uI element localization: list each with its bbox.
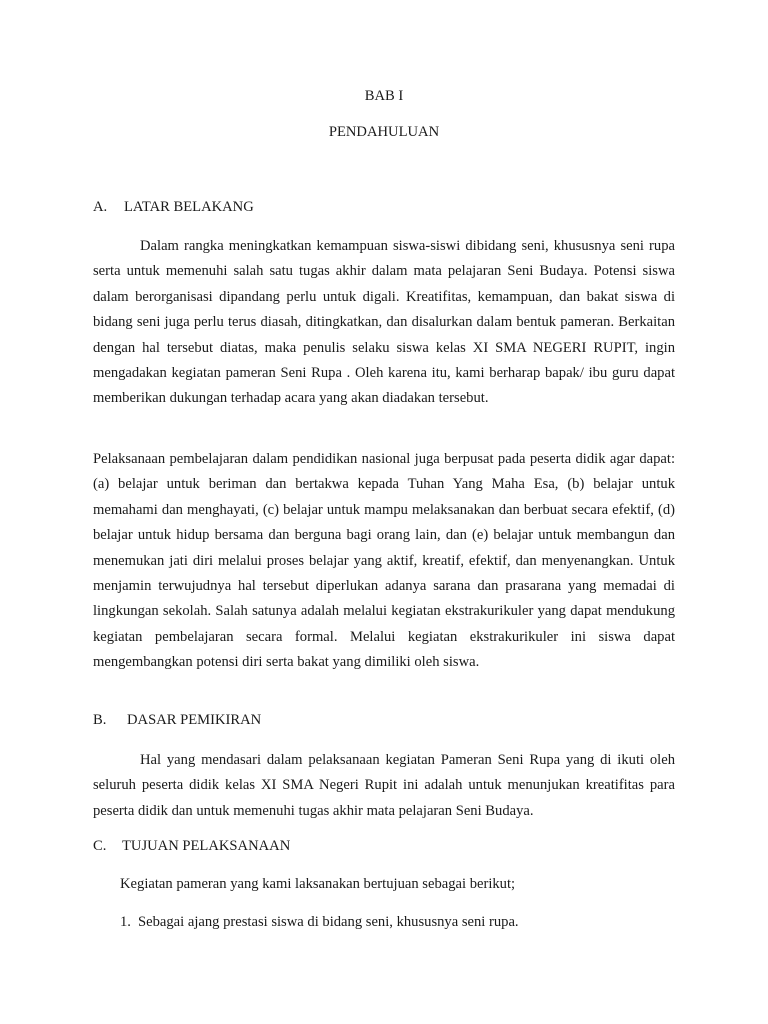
paragraph: Dalam rangka meningkatkan kemampuan siswa-siswi dibidang seni, khususnya seni rupa serta untuk memenuhi salah satu tugas akhir dalam mata pelajaran Seni Budaya. Potensi siswa dalam berorganisasi dipandang perlu untuk digali. Kreatifitas, kemampuan, dan bakat siswa di bidang seni juga perlu terus diasah, ditingkatkan, dan disalurkan dalam bentuk pameran. Berkaitan dengan hal tersebut diatas, maka penulis selaku siswa kelas XI SMA NEGERI RUPIT, ingin mengadakan kegiatan pameran Seni Rupa . Oleh karena itu, kami berharap bapak/ ibu guru dapat memberikan dukungan terhadap acara yang akan diadakan tersebut. xyxy=(93,238,675,407)
section-a-heading xyxy=(93,199,254,216)
section-c-heading xyxy=(93,838,290,855)
section-number: B. xyxy=(93,712,107,728)
section-b-heading xyxy=(93,712,261,729)
section-title: TUJUAN PELAKSANAAN xyxy=(122,838,291,854)
section-number: A. xyxy=(93,199,108,215)
list-item xyxy=(120,914,519,931)
section-c-intro: Kegiatan pameran yang kami laksanakan bertujuan sebagai berikut; xyxy=(120,876,516,892)
list-number: 1. xyxy=(120,914,131,930)
section-number: C. xyxy=(93,838,107,854)
section-a-paragraph-2 xyxy=(93,447,675,676)
section-a-paragraph-1 xyxy=(93,234,675,412)
paragraph: Pelaksanaan pembelajaran dalam pendidikan nasional juga berpusat pada peserta didik agar dapat: (a) belajar untuk beriman dan bertakwa kepada Tuhan Yang Maha Esa, (b) belajar untuk memahami dan menghayati, (c) belajar untuk mampu melaksanakan dan berbuat secara efektif, (d) belajar untuk hidup bersama dan berguna bagi orang lain, dan (e) belajar untuk membangun dan menemukan jati diri melalui proses belajar yang aktif, kreatif, efektif, dan menyenangkan. Untuk menjamin terwujudnya hal tersebut diperlukan adanya sarana dan prasarana yang memadai di lingkungan sekolah. Salah satunya adalah melalui kegiatan ekstrakurikuler yang dapat mendukung kegiatan pembelajaran secara formal. Melalui kegiatan ekstrakurikuler ini siswa dapat mengembangkan potensi diri serta bakat yang dimiliki oleh siswa. xyxy=(93,451,675,671)
paragraph: Hal yang mendasari dalam pelaksanaan kegiatan Pameran Seni Rupa yang di ikuti oleh seluruh peserta didik kelas XI SMA Negeri Rupit ini adalah untuk menunjukan kreatifitas para peserta didik dan untuk memenuhi tugas akhir mata pelajaran Seni Budaya. xyxy=(93,752,675,819)
section-title: DASAR PEMIKIRAN xyxy=(127,712,262,728)
section-title: LATAR BELAKANG xyxy=(124,199,254,215)
section-b-paragraph xyxy=(93,748,675,824)
chapter-title: PENDAHULUAN xyxy=(328,124,440,140)
list-text: Sebagai ajang prestasi siswa di bidang seni, khususnya seni rupa. xyxy=(138,914,519,930)
chapter-number: BAB I xyxy=(364,88,404,104)
